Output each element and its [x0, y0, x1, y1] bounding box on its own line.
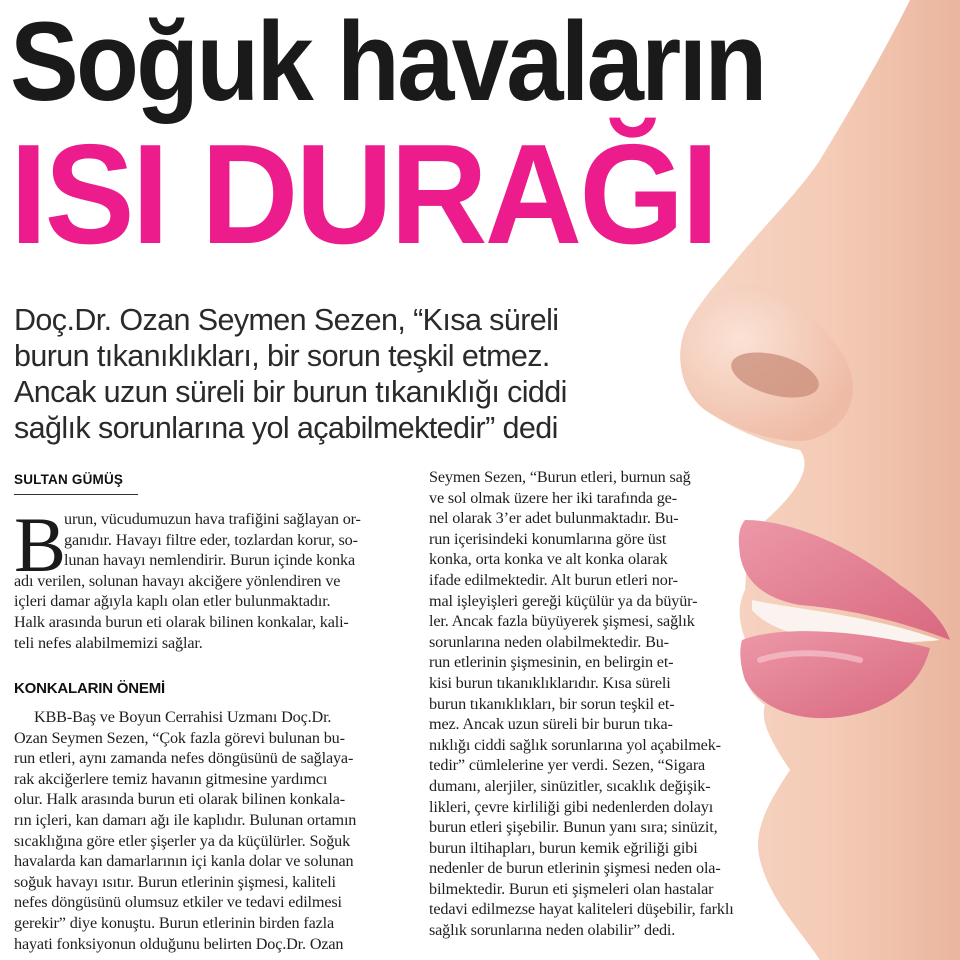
text-line: ifade edilmektedir. Alt burun etleri nor- [429, 570, 678, 589]
text-line: nıklığı ciddi sağlık sorunlarına yol açabilmek- [429, 735, 721, 754]
text-line: burun etleri şişebilir. Bunun yanı sıra; sinüzit, [429, 818, 718, 837]
text-line: tedir” cümlelerine yer verdi. Sezen, “Sigara [429, 756, 706, 775]
headline-line-2: ISI DURAĞI [10, 115, 717, 274]
text-line: nel olarak 3’er adet bulunmaktadır. Bu- [429, 509, 679, 528]
text-line: nedenler de burun etlerinin şişmesi neden ola- [429, 859, 721, 878]
deck-line: sağlık sorunlarına yol açabilmektedir” dedi [14, 411, 558, 445]
text-line: olur. Halk arasında burun eti olarak bilinen konkala- [14, 790, 345, 809]
byline-divider [14, 494, 138, 495]
text-line: run etlerinin şişmesinin, en belirgin et- [429, 653, 674, 672]
text-line: urun, vücudumuzun hava trafiğini sağlayan or- [64, 510, 361, 528]
text-line: konka, orta konka ve alt konka olarak [429, 550, 668, 569]
text-line: nefes döngüsünü olumsuz etkiler ve tedavi edilmesi [14, 893, 342, 912]
text-line: havalarda kan damarlarının içi kanla dolar ve solunan [14, 852, 354, 871]
text-line: rın içleri, kan damarı ağı ile kaplıdır. Bulunan ortamın [14, 810, 357, 829]
text-line: kisi burun tıkanıklıklarıdır. Kısa süreli [429, 673, 671, 692]
text-line: ler. Ancak fazla büyüyerek şişmesi, sağlık [429, 612, 695, 631]
article-deck [14, 302, 694, 446]
column-2-body [429, 467, 747, 941]
text-line: burun tıkanıklıkları, bir sorun teşkil et- [429, 694, 675, 713]
text-line: dumanı, alerjiler, sinüzitler, sıcaklık değişik- [429, 776, 711, 795]
text-line: teli nefes alabilmemizi sağlar. [14, 633, 203, 652]
text-line: Ozan Seymen Sezen, “Çok fazla görevi bulunan bu- [14, 728, 345, 747]
text-line: KBB-Baş ve Boyun Cerrahisi Uzmanı Doç.Dr. [34, 708, 332, 726]
text-line: likleri, çevre kirliliği gibi nedenlerden dolayı [429, 797, 714, 816]
text-line: sorunlarına neden olabilmektedir. Bu- [429, 632, 669, 651]
section-subhead: KONKALARIN ÖNEMİ [14, 680, 165, 697]
text-line: run etleri, aynı zamanda nefes döngüsünü de sağlaya- [14, 749, 354, 768]
text-line: lunan havayı nemlendirir. Burun içinde konka [64, 551, 355, 570]
text-line: ve sol olmak üzere her iki tarafında ge- [429, 488, 677, 507]
drop-cap: B [14, 501, 67, 588]
intro-paragraph [14, 501, 412, 653]
deck-line: Ancak uzun süreli bir burun tıkanıklığı ciddi [14, 375, 567, 409]
text-line: sıcaklığına göre etler şişerler ya da küçülürler. Soğuk [14, 831, 351, 850]
text-line: sağlık sorunlarına neden olabilir” dedi. [429, 921, 676, 940]
text-line: Halk arasında burun eti olarak bilinen konkalar, kali- [14, 612, 349, 631]
text-line: rak akciğerlere temiz havanın gitmesine yardımcı [14, 769, 328, 788]
deck-line: burun tıkanıklıkları, bir sorun teşkil etmez. [14, 339, 550, 373]
text-line: burun iltihapları, burun kemik eğriliği gibi [429, 838, 698, 857]
text-line: adı verilen, solunan havayı akciğere yönlendiren ve [14, 571, 341, 590]
author-byline: SULTAN GÜMÜŞ [14, 472, 124, 487]
text-line: içleri damar ağıyla kaplı olan etler bulunmaktadır. [14, 592, 331, 611]
deck-line: Doç.Dr. Ozan Seymen Sezen, “Kısa süreli [14, 303, 559, 337]
text-line: Seymen Sezen, “Burun etleri, burnun sağ [429, 468, 691, 486]
text-line: gerekir” diye konuştu. Burun etlerinin birden fazla [14, 913, 335, 932]
headline-line-1: Soğuk havaların [10, 0, 765, 124]
text-line: ganıdır. Havayı filtre eder, tozlardan korur, so- [64, 530, 358, 549]
text-line: run içerisindeki konumlarına göre üst [429, 529, 667, 548]
text-line: bilmektedir. Burun eti şişmeleri olan hastalar [429, 879, 714, 898]
text-line: mal işleyişleri gereği küçülür ya da büyür- [429, 591, 698, 610]
text-line: tedavi edilmezse hayat kaliteleri düşebilir, farklı [429, 900, 734, 919]
text-line: soğuk havayı ısıtır. Burun etlerinin şişmesi, kaliteli [14, 872, 336, 891]
text-line: mez. Ancak uzun süreli bir burun tıka- [429, 715, 673, 734]
column-1-body [14, 707, 412, 954]
text-line: hayati fonksiyonun olduğunu belirten Doç.Dr. Ozan [14, 934, 344, 953]
